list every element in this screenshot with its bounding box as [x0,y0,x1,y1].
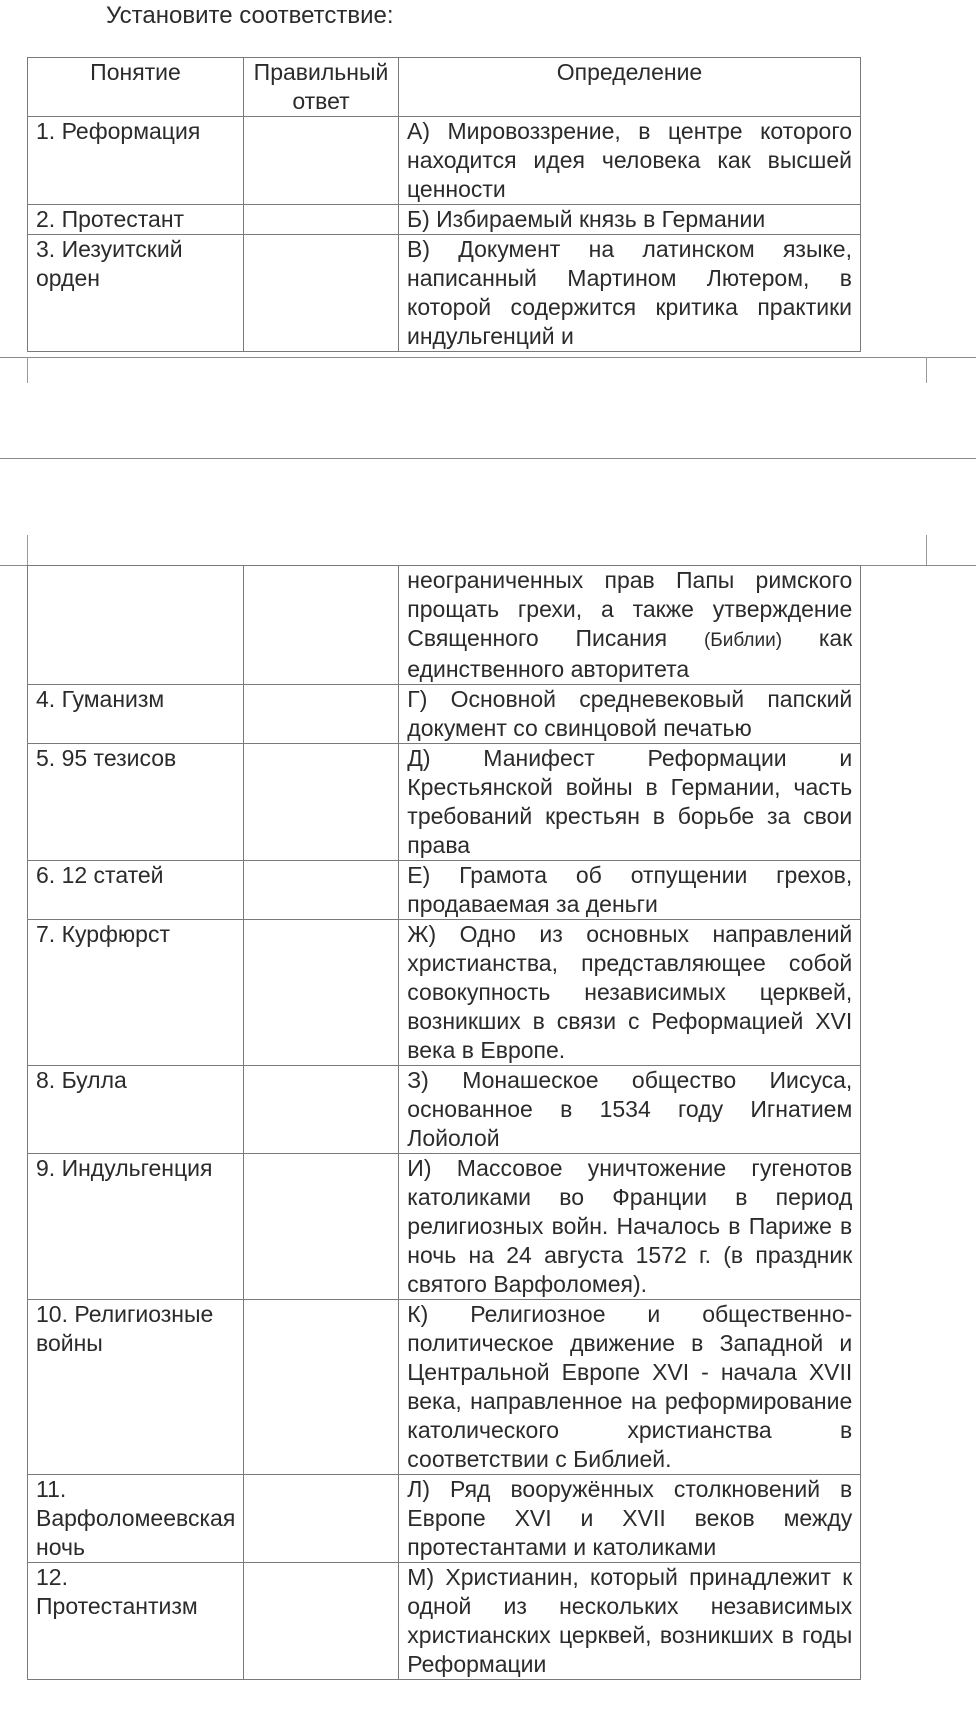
page1-stub-right [926,357,927,383]
concept-cell: 10. Религиозные войны [28,1300,244,1475]
table-row [28,685,861,744]
answer-cell[interactable] [244,1563,399,1680]
page-separator-line [0,458,976,459]
continuation-small-text: (Библии) [703,630,783,651]
header-concept: Понятие [28,58,244,117]
matching-table-page2 [27,565,861,1680]
answer-cell[interactable] [244,1066,399,1154]
concept-cell: 8. Булла [28,1066,244,1154]
definition-cell: А) Мировоззрение, в центре которого находится идея человека как высшей ценности [399,117,861,205]
answer-cell[interactable] [244,205,399,235]
concept-cell: 5. 95 тезисов [28,744,244,861]
concept-cell [28,566,244,685]
definition-cell: Б) Избираемый князь в Германии [399,205,861,235]
concept-cell: 3. Иезуитский орден [28,235,244,352]
answer-cell[interactable] [244,920,399,1066]
task-title: Установите соответствие: [106,2,394,29]
definition-cell: Ж) Одно из основных направлений христианства, представляющее собой совокупность независимых церквей, возникших в связи с Реформацией XVI века в Европе. [399,920,861,1066]
definition-cell: Г) Основной средневековый папский документ со свинцовой печатью [399,685,861,744]
answer-cell[interactable] [244,685,399,744]
definition-cell: М) Христианин, который принадлежит к одной из нескольких независимых христианских церквей, возникших в годы Реформации [399,1563,861,1680]
table-row [28,1300,861,1475]
answer-cell[interactable] [244,1300,399,1475]
definition-cell: Л) Ряд вооружённых столкновений в Европе XVI и XVII веков между протестантами и католиками [399,1475,861,1563]
definition-cell: К) Религиозное и общественно-политическое движение в Западной и Центральной Европе XVI - начала XVII века, направленное на реформирование католического христианства в соответствии с Библией. [399,1300,861,1475]
table-row [28,235,861,352]
concept-cell: 9. Индульгенция [28,1154,244,1300]
table-row [28,1563,861,1680]
table-row [28,1154,861,1300]
answer-cell[interactable] [244,744,399,861]
answer-cell[interactable] [244,117,399,205]
page2-stub-left [27,535,28,565]
concept-cell: 1. Реформация [28,117,244,205]
table-row [28,117,861,205]
table-row [28,861,861,920]
definition-cell: Е) Грамота об отпущении грехов, продаваемая за деньги [399,861,861,920]
continuation-text: неограниченных прав Папы римского прощать грехи, а также утверждение Священного Писания [407,567,853,651]
answer-cell[interactable] [244,1154,399,1300]
table-row [28,1475,861,1563]
continuation-text-end: как единственного авторитета [407,625,853,682]
table-header-row [28,58,861,117]
table-row [28,744,861,861]
answer-cell[interactable] [244,1475,399,1563]
page2-stub-right [926,535,927,565]
answer-cell[interactable] [244,235,399,352]
definition-cell: И) Массовое уничтожение гугенотов католиками во Франции в период религиозных войн. Началось в Париже в ночь на 24 августа 1572 г. (в праздник святого Варфоломея). [399,1154,861,1300]
header-answer: Правильный ответ [244,58,399,117]
table-row-continuation [28,566,861,685]
definition-cell-continued [399,566,861,685]
table-row [28,1066,861,1154]
definition-cell: З) Монашеское общество Иисуса, основанное в 1534 году Игнатием Лойолой [399,1066,861,1154]
page1-crop-line [0,357,976,358]
concept-cell: 12. Протестантизм [28,1563,244,1680]
definition-cell: Д) Манифест Реформации и Крестьянской войны в Германии, часть требований крестьян в борьбе за свои права [399,744,861,861]
concept-cell: 11. Варфоломеевская ночь [28,1475,244,1563]
page1-stub-left [27,357,28,383]
table-row [28,920,861,1066]
definition-cell: В) Документ на латинском языке, написанный Мартином Лютером, в которой содержится критика практики индульгенций и [399,235,861,352]
concept-cell: 2. Протестант [28,205,244,235]
answer-cell[interactable] [244,566,399,685]
table-row [28,205,861,235]
header-definition: Определение [399,58,861,117]
concept-cell: 7. Курфюрст [28,920,244,1066]
concept-cell: 4. Гуманизм [28,685,244,744]
matching-table-page1 [27,57,861,352]
concept-cell: 6. 12 статей [28,861,244,920]
answer-cell[interactable] [244,861,399,920]
